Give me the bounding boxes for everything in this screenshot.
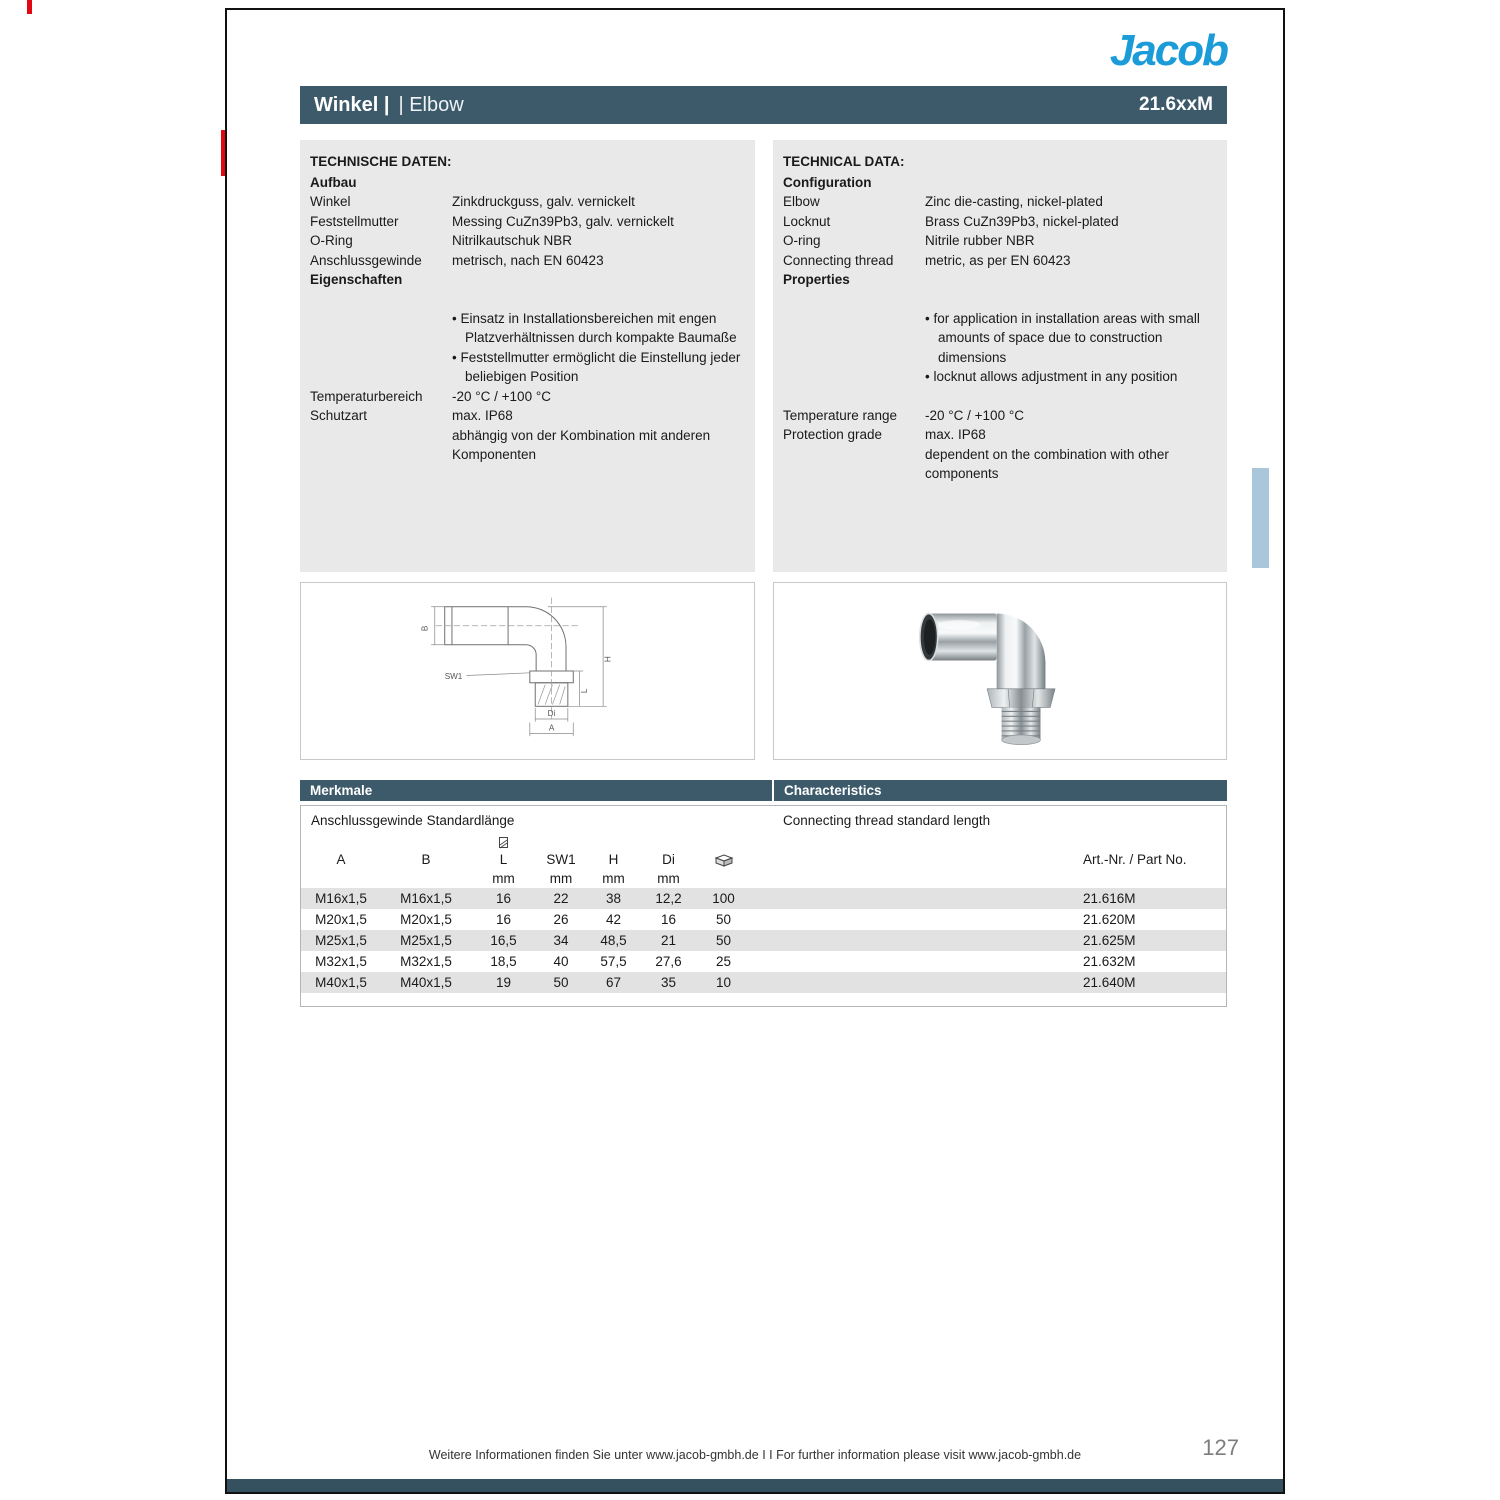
spec-row	[783, 270, 1217, 290]
table-row	[301, 888, 1226, 909]
spec-value: Zinkdruckguss, galv. vernickelt	[452, 194, 635, 209]
spec-value: • Einsatz in Installationsbereichen mit engen Platzverhältnissen durch kompakte Baumaße	[452, 310, 737, 345]
cell-di: 12,2	[655, 891, 682, 906]
table-subtitle-row	[301, 806, 1226, 834]
spec-row	[783, 425, 1217, 445]
cell-a: M32x1,5	[315, 954, 367, 969]
cell-b: M20x1,5	[400, 912, 452, 927]
dim-label-b: B	[420, 625, 430, 632]
spec-label: Temperature range	[783, 407, 898, 423]
spec-row	[310, 212, 745, 232]
spec-label: Protection grade	[783, 427, 883, 442]
cell-di: 21	[660, 933, 677, 948]
technical-drawing	[378, 585, 678, 757]
cell-a: M20x1,5	[315, 912, 367, 927]
subtitle-de: Anschlussgewinde Standardlänge	[311, 813, 515, 828]
page-number: 127	[1202, 1435, 1239, 1460]
spec-value: Zinc die-casting, nickel-plated	[925, 194, 1103, 209]
col-header-a: A	[336, 852, 346, 867]
characteristics-bar-en	[774, 780, 1227, 801]
subtitle-en: Connecting thread standard length	[783, 813, 991, 828]
cell-h: 67	[605, 975, 622, 990]
characteristics-bar-de-label: Merkmale	[310, 783, 373, 798]
spec-label: Anschlussgewinde	[310, 252, 422, 268]
col-header-sw1: SW1	[546, 852, 576, 867]
cell-b: M16x1,5	[400, 891, 452, 906]
spec-row	[783, 367, 1217, 387]
cell-a: M40x1,5	[315, 975, 367, 990]
spec-value: Nitrilkautschuk NBR	[452, 233, 573, 248]
title-bar	[300, 86, 1227, 124]
technical-data-panel-en	[773, 140, 1227, 572]
col-header-l: L	[499, 852, 508, 867]
table-row	[301, 951, 1226, 972]
col-header-h: H	[608, 852, 619, 867]
spec-label: Connecting thread	[783, 252, 894, 268]
jacob-logo: Jacob	[1109, 26, 1227, 75]
col-header-di: Di	[662, 852, 675, 867]
spec-value	[925, 173, 1217, 193]
spec-value: dependent on the combination with other components	[925, 446, 1169, 481]
cell-qty: 50	[715, 933, 732, 948]
unit-h: mm	[602, 871, 625, 886]
cell-part-no: 21.616M	[1083, 891, 1136, 906]
characteristics-table	[300, 805, 1227, 1007]
spec-value: metric, as per EN 60423	[925, 252, 1071, 268]
spec-value: -20 °C / +100 °C	[452, 388, 551, 404]
spec-label: Feststellmutter	[310, 213, 399, 229]
cell-di: 27,6	[655, 954, 682, 969]
cell-di: 35	[660, 975, 677, 990]
dim-label-di: Di	[547, 709, 555, 719]
cell-l: 18,5	[490, 954, 517, 969]
spec-row	[310, 309, 745, 348]
spec-row	[310, 406, 745, 426]
spec-row	[783, 173, 1217, 193]
crop-mark-top	[27, 0, 32, 14]
product-photo-box	[773, 582, 1227, 760]
spec-label	[310, 348, 452, 387]
cell-part-no: 21.620M	[1083, 912, 1136, 927]
spec-row	[783, 406, 1217, 426]
cell-part-no: 21.632M	[1083, 954, 1136, 969]
part-series-code: 21.6xxM	[1139, 94, 1213, 115]
table-body	[301, 888, 1226, 993]
spec-row	[783, 212, 1217, 232]
spec-row	[310, 251, 745, 271]
table-row	[301, 930, 1226, 951]
spec-label: Locknut	[783, 213, 831, 229]
spec-rows-de	[310, 173, 745, 465]
spec-label	[783, 309, 925, 368]
unit-sw1: mm	[549, 871, 573, 886]
spec-row	[310, 192, 745, 212]
spec-value: -20 °C / +100 °C	[925, 407, 1024, 423]
spec-label	[783, 367, 925, 387]
spec-value: • Feststellmutter ermöglicht die Einstellung jeder beliebigen Position	[452, 349, 741, 384]
cell-di: 16	[660, 912, 677, 927]
spec-value: Messing CuZn39Pb3, galv. vernickelt	[452, 213, 674, 229]
spec-row	[783, 445, 1217, 484]
spec-value: max. IP68	[452, 408, 513, 423]
cell-qty: 25	[715, 954, 732, 969]
panel-heading-en: TECHNICAL DATA:	[783, 154, 905, 169]
cell-a: M25x1,5	[315, 933, 367, 948]
spec-row	[310, 173, 745, 193]
spec-value	[452, 270, 745, 290]
spec-row	[783, 309, 1217, 368]
spec-row	[783, 192, 1217, 212]
spec-label: Elbow	[783, 194, 820, 209]
col-header-part-no: Art.-Nr. / Part No.	[1083, 852, 1187, 867]
technical-drawing-box	[300, 582, 755, 760]
cell-sw1: 22	[553, 891, 569, 906]
spec-label: Temperaturbereich	[310, 388, 423, 404]
cell-sw1: 50	[553, 975, 569, 990]
title-english: | Elbow	[398, 93, 464, 116]
cell-sw1: 26	[553, 912, 569, 927]
spec-label	[783, 445, 925, 484]
table-icon-row	[301, 834, 1226, 849]
spec-value: Brass CuZn39Pb3, nickel-plated	[925, 213, 1119, 229]
spec-label: O-ring	[783, 233, 821, 248]
cell-h: 38	[605, 891, 622, 906]
spec-row	[783, 231, 1217, 251]
unit-l: mm	[492, 871, 515, 886]
cell-sw1: 40	[553, 954, 569, 969]
table-row	[301, 972, 1226, 993]
dim-label-l: L	[579, 688, 589, 694]
spec-value: • locknut allows adjustment in any position	[925, 369, 1178, 384]
spec-label: Eigenschaften	[310, 272, 403, 287]
col-header-qty	[696, 849, 751, 870]
spec-value	[925, 270, 1217, 290]
cell-b: M32x1,5	[400, 954, 452, 969]
cell-a: M16x1,5	[315, 891, 367, 906]
thread-length-icon	[496, 836, 511, 849]
table-header-row	[301, 849, 1226, 870]
spec-row	[783, 251, 1217, 271]
spec-row	[310, 231, 745, 251]
table-row	[301, 909, 1226, 930]
title-german: Winkel |	[314, 93, 390, 116]
spec-label: Aufbau	[310, 174, 357, 190]
technical-data-panel-de	[300, 140, 755, 572]
spec-row	[310, 426, 745, 465]
cell-b: M25x1,5	[400, 933, 452, 948]
dim-label-a: A	[548, 723, 554, 733]
cell-h: 57,5	[600, 954, 627, 969]
cell-l: 19	[495, 975, 512, 990]
cell-b: M40x1,5	[400, 975, 452, 990]
spec-value: Nitrile rubber NBR	[925, 233, 1035, 248]
spec-value: abhängig von der Kombination mit anderen Komponenten	[452, 427, 711, 462]
spec-label	[310, 309, 452, 348]
spec-label	[310, 426, 452, 465]
cell-part-no: 21.640M	[1083, 975, 1136, 990]
spec-value: metrisch, nach EN 60423	[452, 252, 604, 268]
spec-value: • for application in installation areas with small amounts of space due to construction dimensions	[925, 310, 1200, 365]
table-units-row	[301, 870, 1226, 888]
cell-h: 42	[605, 912, 622, 927]
cell-qty: 100	[712, 891, 735, 906]
spec-label: Schutzart	[310, 408, 368, 423]
spec-row	[310, 348, 745, 387]
spec-label: Properties	[783, 272, 850, 287]
characteristics-bar-en-label: Characteristics	[784, 783, 882, 798]
cell-l: 16,5	[490, 933, 517, 948]
spec-row	[310, 270, 745, 290]
dim-label-sw1: SW1	[444, 672, 462, 682]
cell-sw1: 34	[553, 933, 569, 948]
spec-rows-en	[783, 173, 1217, 484]
spec-label: Winkel	[310, 194, 351, 209]
cell-l: 16	[495, 912, 512, 927]
product-photo	[840, 586, 1160, 756]
spec-label: Configuration	[783, 174, 872, 190]
section-tab-marker	[1252, 468, 1269, 568]
spec-value	[452, 173, 745, 193]
cell-part-no: 21.625M	[1083, 933, 1136, 948]
characteristics-bar-de	[300, 780, 772, 801]
spec-row	[310, 387, 745, 407]
footer-bar	[227, 1479, 1283, 1492]
unit-di: mm	[657, 871, 680, 886]
cell-qty: 10	[715, 975, 732, 990]
spec-label: O-Ring	[310, 233, 353, 248]
panel-heading-de: TECHNISCHE DATEN:	[310, 154, 452, 169]
cell-h: 48,5	[600, 933, 627, 948]
page-frame	[225, 8, 1285, 1494]
package-icon	[714, 853, 734, 867]
dim-label-h: H	[602, 656, 612, 663]
cell-qty: 50	[715, 912, 732, 927]
footer-text: Weitere Informationen finden Sie unter www.jacob-gmbh.de I I For further information please visit www.jacob-gmbh.de	[428, 1448, 1082, 1462]
col-header-b: B	[421, 852, 431, 867]
spec-value: max. IP68	[925, 427, 986, 442]
cell-l: 16	[495, 891, 512, 906]
